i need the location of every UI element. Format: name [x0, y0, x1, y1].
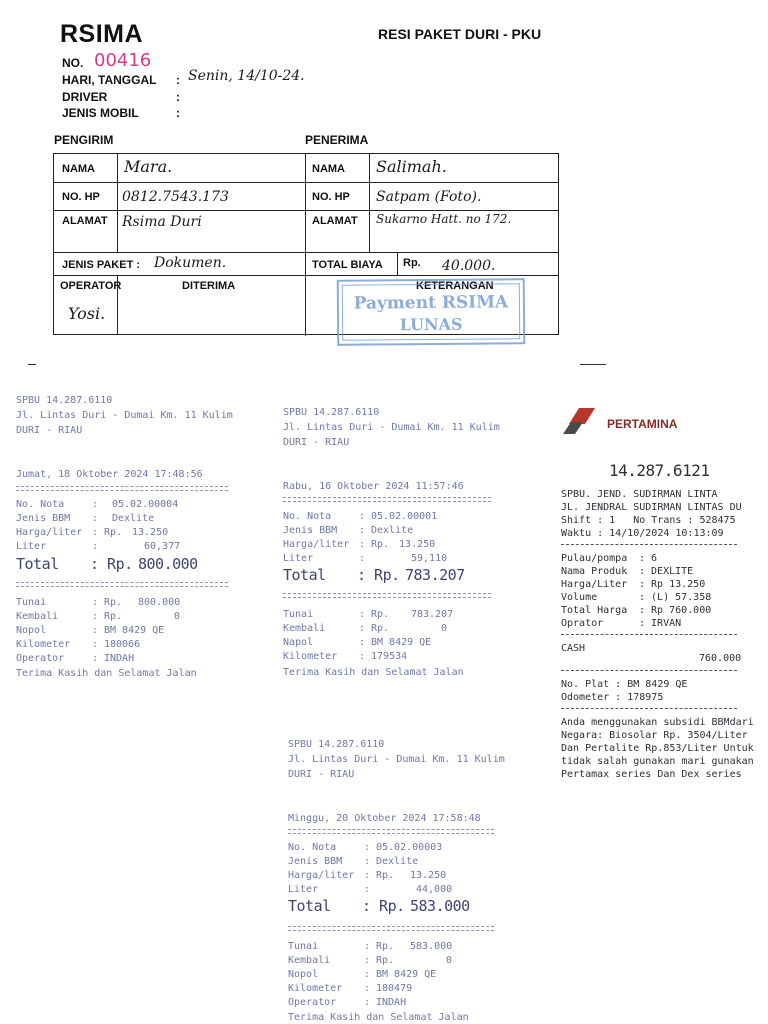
- separator: [16, 582, 228, 583]
- row-value: 13.250: [399, 539, 436, 550]
- stamp-text-paid: LUNAS: [399, 314, 463, 335]
- receiver-name: Salimah.: [376, 157, 447, 176]
- form-title: RESI PAKET DURI - PKU: [378, 26, 542, 42]
- col-divider: [305, 154, 306, 336]
- row-label: Harga/liter: [283, 539, 350, 550]
- row-value: : Rp 760.000: [639, 605, 712, 616]
- row-value: 180066: [104, 639, 141, 650]
- row-sep: :: [364, 997, 371, 1008]
- row-divider: [54, 252, 558, 253]
- row-sep: :: [92, 541, 99, 552]
- receipt-number-label: NO.: [62, 56, 84, 70]
- row-label: No. Nota: [288, 842, 337, 853]
- row-sep: :: [364, 842, 371, 853]
- separator: [288, 930, 494, 931]
- row-value: 59,110: [411, 553, 448, 564]
- separator: [283, 497, 491, 498]
- notice-line: Dan Pertalite Rp.853/Liter Untuk: [561, 743, 754, 754]
- sender-address-label: ALAMAT: [62, 215, 108, 227]
- row-sep: : Rp.: [359, 609, 390, 620]
- row-sep: :: [359, 553, 366, 564]
- receipt-number: 00416: [94, 50, 152, 71]
- row-label: Napol: [283, 637, 314, 648]
- row-value: BM 8429 QE: [371, 637, 432, 648]
- package-type-label: JENIS PAKET :: [62, 259, 141, 271]
- station-address: Jl. Lintas Duri - Dumai Km. 11 Kulim: [283, 422, 500, 433]
- separator: [561, 708, 737, 709]
- row-value: 180479: [376, 983, 413, 994]
- row-sep: : Rp.: [359, 539, 390, 550]
- row-label: Jenis BBM: [16, 513, 71, 524]
- row-divider: [54, 275, 558, 276]
- row-sep: : Rp.: [364, 955, 395, 966]
- notice-line: tidak salah gunakan mari gunakan: [561, 756, 754, 767]
- row-value: INDAH: [376, 997, 407, 1008]
- row-label: Harga/liter: [16, 527, 83, 538]
- station-id: SPBU 14.287.6110: [16, 395, 113, 406]
- car-type-label: JENIS MOBIL: [62, 106, 139, 120]
- row-value: 60,377: [144, 541, 181, 552]
- receiver-address: Sukarno Hatt. no 172.: [376, 212, 512, 226]
- transaction-time: Waktu : 14/10/2024 10:13:09: [561, 528, 724, 539]
- row-sep: :: [359, 511, 366, 522]
- total-cost: 40.000.: [442, 258, 496, 274]
- brand-name: RSIMA: [60, 20, 144, 48]
- row-value: 0: [446, 955, 453, 966]
- row-value: 0: [441, 623, 448, 634]
- row-label: Liter: [288, 884, 319, 895]
- row-sep: : Rp.: [92, 597, 123, 608]
- sender-name-label: NAMA: [62, 163, 95, 175]
- receiver-phone-label: NO. HP: [312, 191, 350, 203]
- total-value: 800.000: [138, 555, 198, 573]
- row-label: Liter: [283, 553, 314, 564]
- page-mark: [28, 364, 36, 365]
- package-type: Dokumen.: [154, 255, 227, 271]
- transaction-datetime: Minggu, 20 Oktober 2024 17:58:48: [288, 813, 481, 824]
- row-sep: :: [92, 639, 99, 650]
- footer-text: Terima Kasih dan Selamat Jalan: [16, 668, 197, 679]
- row-value: 800.000: [138, 597, 181, 608]
- station-address: Jl. Lintas Duri - Dumai Km. 11 Kulim: [16, 410, 233, 421]
- row-label: Kembali: [16, 611, 59, 622]
- row-value: 05.02.00003: [376, 842, 443, 853]
- row-value: 44,000: [416, 884, 453, 895]
- receiver-phone: Satpam (Foto).: [376, 189, 482, 205]
- received-label: DITERIMA: [182, 280, 236, 292]
- row-label: Operator: [16, 653, 65, 664]
- row-label: Harga/liter: [288, 870, 355, 881]
- separator: [561, 544, 737, 545]
- total-label: Total: [283, 566, 326, 584]
- separator: [283, 501, 491, 502]
- row-label: Total Harga: [561, 605, 628, 616]
- footer-text: Terima Kasih dan Selamat Jalan: [283, 667, 464, 678]
- row-sep: : Rp.: [92, 527, 123, 538]
- receiver-name-label: NAMA: [312, 163, 345, 175]
- row-value: 583.000: [410, 941, 453, 952]
- row-value: : (L) 57.358: [639, 592, 712, 603]
- transaction-datetime: Jumat, 18 Oktober 2024 17:48:56: [16, 469, 203, 480]
- receiver-header: PENERIMA: [305, 133, 369, 147]
- fuel-receipt-3: [280, 730, 542, 1024]
- col-divider: [369, 154, 370, 252]
- shift-info: Shift : 1 No Trans : 528475: [561, 515, 736, 526]
- row-label: Nopol: [288, 969, 319, 980]
- stamp-text-payment: Payment RSIMA: [353, 292, 509, 314]
- car-type-colon: :: [176, 106, 180, 120]
- row-label: Nopol: [16, 625, 47, 636]
- total-cost-label: TOTAL BIAYA: [312, 259, 383, 271]
- row-value: BM 8429 QE: [104, 625, 165, 636]
- notes-label: KETERANGAN: [416, 280, 494, 292]
- station-city: DURI - RIAU: [288, 769, 355, 780]
- page-mark: [580, 364, 606, 365]
- row-label: No. Nota: [283, 511, 332, 522]
- row-sep: :: [359, 651, 366, 662]
- date-label: HARI, TANGGAL: [62, 73, 157, 87]
- row-sep: :: [359, 525, 366, 536]
- separator: [288, 829, 494, 830]
- row-value: : IRVAN: [639, 618, 682, 629]
- row-sep: : Rp.: [364, 870, 395, 881]
- payment-stamp: [337, 278, 526, 346]
- total-sep: : Rp.: [362, 897, 405, 915]
- station-city: DURI - RIAU: [283, 437, 350, 448]
- row-label: Jenis BBM: [283, 525, 338, 536]
- pertamina-receipt: [543, 372, 765, 792]
- row-value: : 6: [639, 553, 658, 564]
- sender-name: Mara.: [124, 157, 173, 176]
- row-sep: : Rp.: [359, 623, 390, 634]
- row-value: : Rp 13.250: [639, 579, 706, 590]
- row-divider: [54, 210, 558, 211]
- row-sep: :: [92, 653, 99, 664]
- row-value: 05.02.00001: [371, 511, 438, 522]
- station-name: SPBU. JEND. SUDIRMAN LINTA: [561, 489, 718, 500]
- station-id: 14.287.6121: [609, 461, 710, 480]
- station-id: SPBU 14.287.6110: [283, 407, 380, 418]
- driver-colon: :: [176, 90, 180, 104]
- row-sep: :: [92, 513, 99, 524]
- row-value: : DEXLITE: [639, 566, 694, 577]
- separator: [561, 634, 737, 635]
- row-value: 05.02.00004: [112, 499, 179, 510]
- row-value: 13.250: [132, 527, 169, 538]
- row-value: Dexlite: [112, 513, 155, 524]
- row-value: Dexlite: [376, 856, 419, 867]
- station-address: JL. JENDRAL SUDIRMAN LINTAS DU: [561, 502, 742, 513]
- row-value: 13.250: [410, 870, 447, 881]
- date-value: Senin, 14/10-24.: [188, 68, 305, 84]
- row-label: Liter: [16, 541, 47, 552]
- separator: [561, 670, 737, 671]
- separator: [16, 586, 228, 587]
- col-divider: [397, 252, 398, 275]
- pertamina-logo-icon: [561, 406, 601, 436]
- row-label: Tunai: [288, 941, 319, 952]
- row-sep: :: [92, 625, 99, 636]
- station-id: SPBU 14.287.6110: [288, 739, 385, 750]
- row-sep: : Rp.: [364, 941, 395, 952]
- odometer: Odometer : 178975: [561, 692, 664, 703]
- row-label: Kilometer: [16, 639, 71, 650]
- operator-label: OPERATOR: [60, 280, 122, 292]
- row-value: 0: [174, 611, 181, 622]
- station-address: Jl. Lintas Duri - Dumai Km. 11 Kulim: [288, 754, 505, 765]
- row-value: Dexlite: [371, 525, 414, 536]
- row-label: Tunai: [283, 609, 314, 620]
- row-sep: :: [364, 884, 371, 895]
- row-label: Volume: [561, 592, 598, 603]
- row-label: Harga/Liter: [561, 579, 628, 590]
- row-label: Kembali: [283, 623, 326, 634]
- date-colon: :: [176, 73, 180, 87]
- separator: [283, 597, 491, 598]
- sender-header: PENGIRIM: [54, 133, 114, 147]
- row-sep: : Rp.: [92, 611, 123, 622]
- brand-name: PERTAMINA: [607, 417, 678, 431]
- row-sep: :: [359, 637, 366, 648]
- operator-signature: Yosi.: [68, 304, 106, 323]
- row-label: No. Nota: [16, 499, 65, 510]
- separator: [16, 490, 228, 491]
- row-label: Nama Produk: [561, 566, 628, 577]
- row-label: Kilometer: [283, 651, 338, 662]
- fuel-receipt-2: [275, 400, 537, 695]
- row-label: Operator: [288, 997, 337, 1008]
- footer-text: Terima Kasih dan Selamat Jalan: [288, 1012, 469, 1023]
- payment-amount: 760.000: [699, 653, 742, 664]
- currency-label: Rp.: [403, 257, 421, 269]
- total-label: Total: [288, 897, 331, 915]
- total-sep: : Rp.: [90, 555, 133, 573]
- row-value: 179534: [371, 651, 408, 662]
- total-label: Total: [16, 555, 59, 573]
- receiver-address-label: ALAMAT: [312, 215, 358, 227]
- fuel-receipt-1: [8, 388, 268, 688]
- plate-number: No. Plat : BM 8429 QE: [561, 679, 688, 690]
- row-value: INDAH: [104, 653, 135, 664]
- sender-phone-label: NO. HP: [62, 191, 100, 203]
- row-label: Jenis BBM: [288, 856, 343, 867]
- row-label: Tunai: [16, 597, 47, 608]
- separator: [288, 833, 494, 834]
- transaction-datetime: Rabu, 16 Oktober 2024 11:57:46: [283, 481, 464, 492]
- row-label: Kembali: [288, 955, 331, 966]
- row-value: BM 8429 QE: [376, 969, 437, 980]
- notice-line: Anda menggunakan subsidi BBMdari: [561, 717, 754, 728]
- notice-line: Negara: Biosolar Rp. 3504/Liter: [561, 730, 748, 741]
- driver-label: DRIVER: [62, 90, 108, 104]
- row-divider: [54, 182, 558, 183]
- separator: [283, 593, 491, 594]
- row-sep: :: [92, 499, 99, 510]
- sender-address: Rsima Duri: [122, 214, 202, 230]
- payment-method: CASH: [561, 643, 586, 654]
- total-value: 783.207: [405, 566, 465, 584]
- notice-line: Pertamax series Dan Dex series: [561, 769, 742, 780]
- separator: [288, 926, 494, 927]
- row-sep: :: [364, 856, 371, 867]
- row-sep: :: [364, 983, 371, 994]
- station-city: DURI - RIAU: [16, 425, 83, 436]
- row-label: Kilometer: [288, 983, 343, 994]
- row-label: Pulau/pompa: [561, 553, 628, 564]
- row-sep: :: [364, 969, 371, 980]
- row-value: 783.207: [411, 609, 454, 620]
- row-label: Oprator: [561, 618, 604, 629]
- total-value: 583.000: [410, 897, 470, 915]
- sender-phone: 0812.7543.173: [122, 189, 229, 205]
- separator: [16, 486, 228, 487]
- total-sep: : Rp.: [357, 566, 400, 584]
- col-divider: [117, 154, 118, 252]
